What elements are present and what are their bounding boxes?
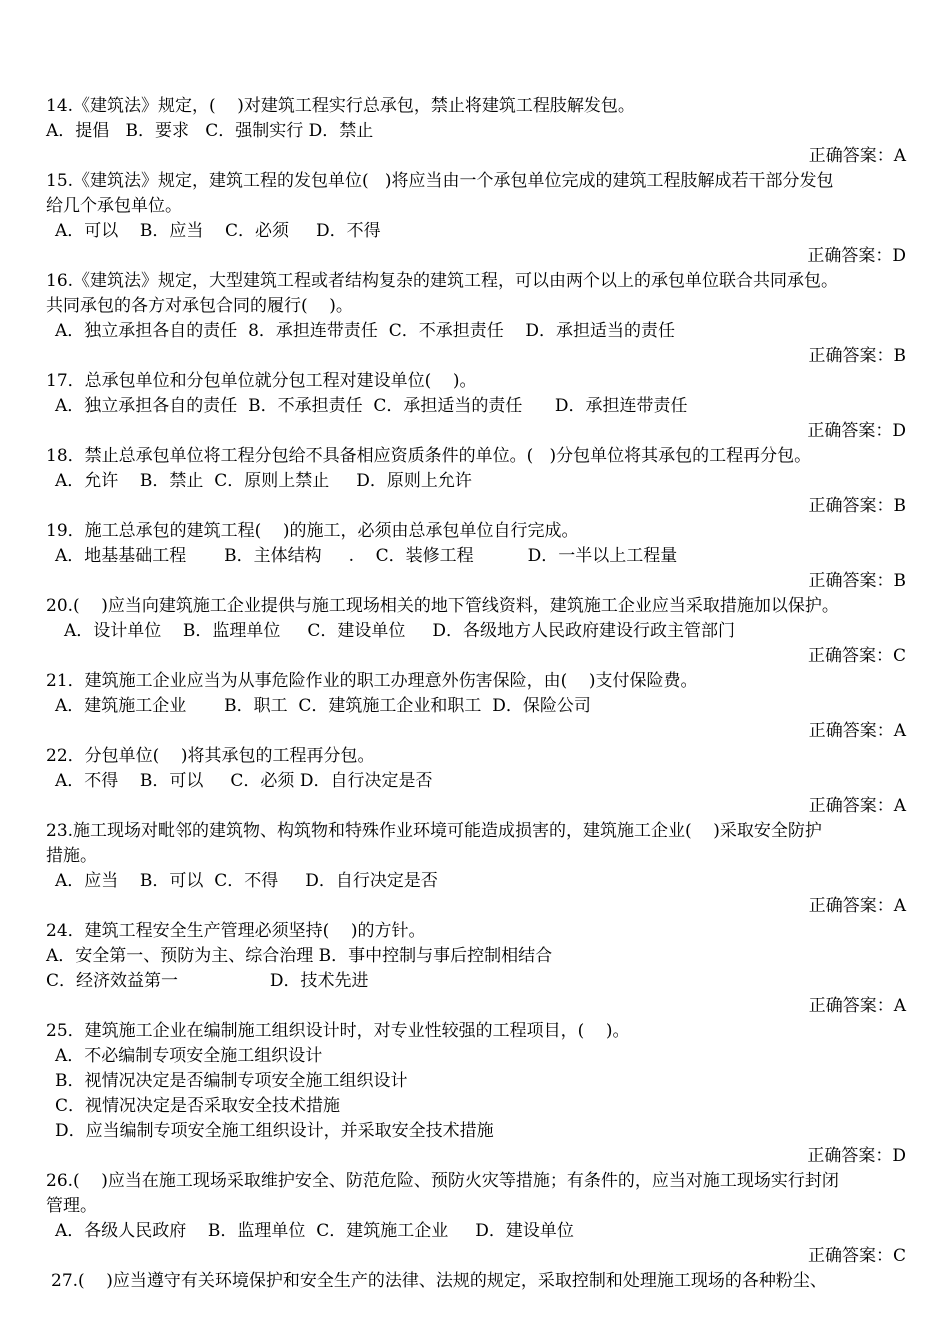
question-options: A．可以 B．应当 C．必须 D．不得 — [55, 221, 381, 241]
question-24 — [46, 919, 906, 1019]
question-stem: 23.施工现场对毗邻的建筑物、构筑物和特殊作业环境可能造成损害的，建筑施工企业( )采取安全防护 — [46, 821, 822, 841]
question-option: B．视情况决定是否编制专项安全施工组织设计 — [55, 1071, 408, 1091]
question-stem-continued: 给几个承包单位。 — [46, 196, 182, 216]
correct-answer: 正确答案：C — [807, 646, 906, 666]
question-options: A．允许 B．禁止 C．原则上禁止 D．原则上允许 — [55, 471, 472, 491]
question-26 — [46, 1169, 906, 1269]
question-stem: 15.《建筑法》规定，建筑工程的发包单位( )将应当由一个承包单位完成的建筑工程肢解成若干部分发包 — [46, 171, 834, 191]
question-option: C．视情况决定是否采取安全技术措施 — [55, 1096, 341, 1116]
question-stem: 19．施工总承包的建筑工程( )的施工，必须由总承包单位自行完成。 — [46, 521, 579, 541]
question-21 — [46, 669, 906, 744]
question-stem: 22．分包单位( )将其承包的工程再分包。 — [46, 746, 375, 766]
question-options: A．地基基础工程 B．主体结构 . C．装修工程 D．一半以上工程量 — [55, 546, 678, 566]
question-23 — [46, 819, 906, 919]
correct-answer: 正确答案：A — [808, 721, 906, 741]
correct-answer: 正确答案：A — [808, 146, 906, 166]
question-27 — [46, 1269, 906, 1294]
question-stem: 21．建筑施工企业应当为从事危险作业的职工办理意外伤害保险，由( )支付保险费。 — [46, 671, 698, 691]
question-option: D．应当编制专项安全施工组织设计，并采取安全技术措施 — [55, 1121, 494, 1141]
question-15 — [46, 169, 906, 269]
question-stem: 17．总承包单位和分包单位就分包工程对建设单位( )。 — [46, 371, 477, 391]
question-19 — [46, 519, 906, 594]
question-stem: 20.( )应当向建筑施工企业提供与施工现场相关的地下管线资料，建筑施工企业应当采取措施加以保护。 — [46, 596, 839, 616]
question-options: C．经济效益第一 D．技术先进 — [46, 971, 369, 991]
question-20 — [46, 594, 906, 669]
correct-answer: 正确答案：C — [807, 1246, 906, 1266]
question-stem: 25．建筑施工企业在编制施工组织设计时，对专业性较强的工程项目，( )。 — [46, 1021, 630, 1041]
question-options: A．安全第一、预防为主、综合治理 B．事中控制与事后控制相结合 — [46, 946, 553, 966]
question-stem: 24．建筑工程安全生产管理必须坚持( )的方针。 — [46, 921, 426, 941]
correct-answer: 正确答案：B — [808, 346, 906, 366]
correct-answer: 正确答案：A — [808, 996, 906, 1016]
question-stem-continued: 共同承包的各方对承包合同的履行( )。 — [46, 296, 353, 316]
question-22 — [46, 744, 906, 819]
question-18 — [46, 444, 906, 519]
correct-answer: 正确答案：D — [807, 1146, 906, 1166]
question-options: A．独立承担各自的责任 8．承担连带责任 C．不承担责任 D．承担适当的责任 — [55, 321, 675, 341]
question-stem: 26.( )应当在施工现场采取维护安全、防范危险、预防火灾等措施；有条件的，应当对施工现场实行封闭 — [46, 1171, 839, 1191]
correct-answer: 正确答案：D — [807, 421, 906, 441]
question-stem: 18．禁止总承包单位将工程分包给不具备相应资质条件的单位。( )分包单位将其承包的工程再分包。 — [46, 446, 812, 466]
question-stem-continued: 措施。 — [46, 846, 97, 866]
question-options: A．建筑施工企业 B．职工 C．建筑施工企业和职工 D．保险公司 — [55, 696, 591, 716]
correct-answer: 正确答案：B — [808, 571, 906, 591]
correct-answer: 正确答案：A — [808, 796, 906, 816]
question-25 — [46, 1019, 906, 1169]
question-options: A．应当 B．可以 C．不得 D．自行决定是否 — [55, 871, 438, 891]
question-stem: 27.( )应当遵守有关环境保护和安全生产的法律、法规的规定，采取控制和处理施工现场的各种粉尘、 — [51, 1271, 827, 1291]
question-16 — [46, 269, 906, 369]
question-14 — [46, 94, 906, 169]
question-stem: 14.《建筑法》规定，( )对建筑工程实行总承包，禁止将建筑工程肢解发包。 — [46, 96, 635, 116]
question-options: A．设计单位 B．监理单位 C．建设单位 D．各级地方人民政府建设行政主管部门 — [64, 621, 736, 641]
document-page — [46, 94, 906, 1294]
question-options: A．各级人民政府 B．监理单位 C．建筑施工企业 D．建设单位 — [55, 1221, 574, 1241]
question-options: A．独立承担各自的责任 B．不承担责任 C．承担适当的责任 D．承担连带责任 — [55, 396, 688, 416]
question-options: A．提倡 B．要求 C．强制实行 D．禁止 — [46, 121, 374, 141]
question-stem: 16.《建筑法》规定，大型建筑工程或者结构复杂的建筑工程，可以由两个以上的承包单位联合共同承包。 — [46, 271, 839, 291]
question-17 — [46, 369, 906, 444]
question-option: A．不必编制专项安全施工组织设计 — [55, 1046, 323, 1066]
question-options: A．不得 B．可以 C．必须 D．自行决定是否 — [55, 771, 433, 791]
correct-answer: 正确答案：B — [808, 496, 906, 516]
correct-answer: 正确答案：D — [807, 246, 906, 266]
correct-answer: 正确答案：A — [808, 896, 906, 916]
question-stem-continued: 管理。 — [46, 1196, 97, 1216]
